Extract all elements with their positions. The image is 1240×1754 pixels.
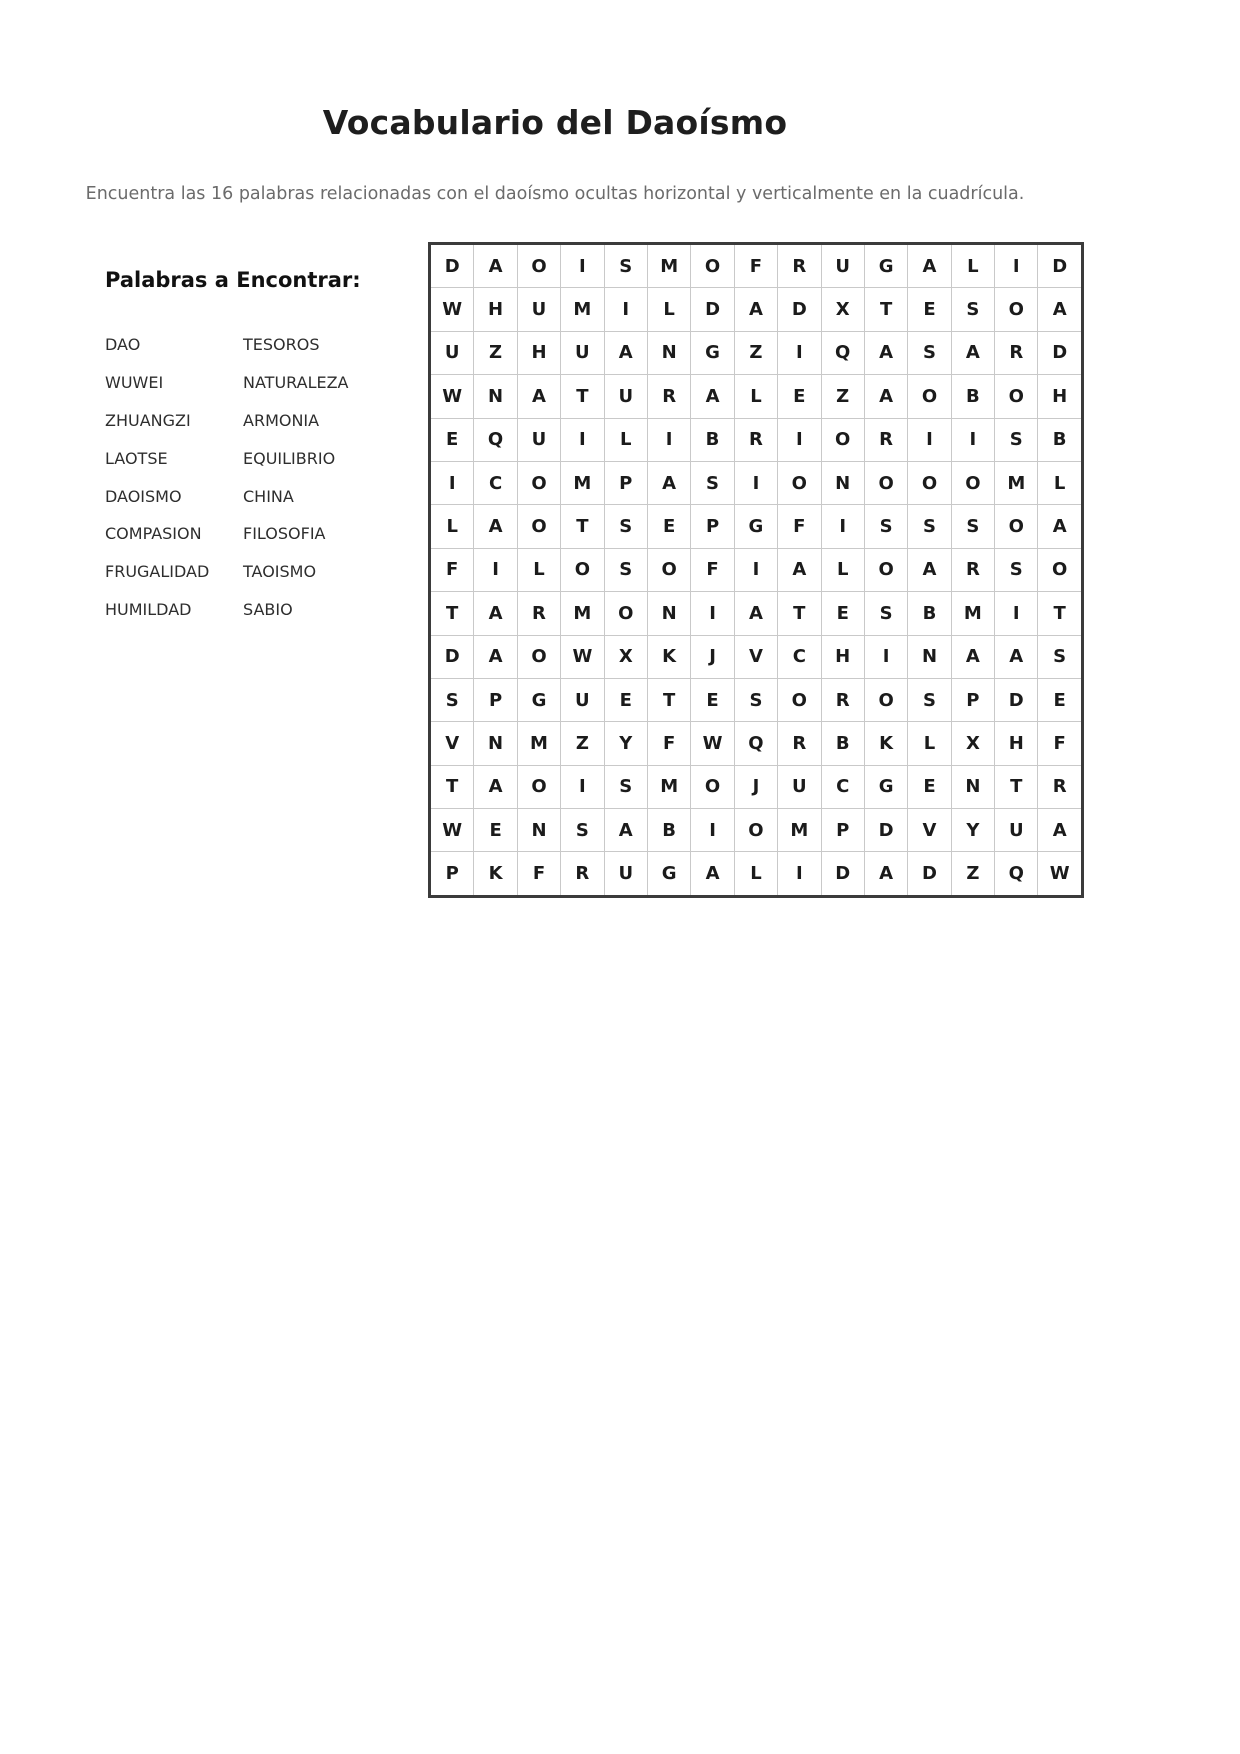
grid-cell: R [778, 722, 820, 764]
grid-cell: I [561, 419, 603, 461]
grid-cell: O [995, 288, 1037, 330]
grid-cell: Z [474, 332, 516, 374]
word-list-item: HUMILDAD [105, 599, 192, 619]
grid-cell: X [605, 636, 647, 678]
grid-cell: E [822, 592, 864, 634]
grid-cell: C [778, 636, 820, 678]
grid-cell: O [908, 462, 950, 504]
grid-cell: U [518, 288, 560, 330]
grid-cell: M [561, 592, 603, 634]
grid-cell: F [648, 722, 690, 764]
grid-cell: U [605, 375, 647, 417]
grid-cell: H [518, 332, 560, 374]
grid-cell: M [778, 809, 820, 851]
word-list-item: FILOSOFIA [243, 524, 326, 544]
word-list-item: EQUILIBRIO [243, 448, 336, 468]
grid-cell: M [952, 592, 994, 634]
grid-cell: W [1038, 852, 1080, 894]
grid-cell: O [735, 809, 777, 851]
grid-cell: L [822, 549, 864, 591]
grid-cell: S [952, 288, 994, 330]
grid-cell: B [648, 809, 690, 851]
grid-cell: U [995, 809, 1037, 851]
grid-cell: I [865, 636, 907, 678]
grid-cell: S [605, 549, 647, 591]
grid-cell: B [691, 419, 733, 461]
grid-cell: A [1038, 505, 1080, 547]
grid-cell: L [1038, 462, 1080, 504]
grid-cell: I [561, 766, 603, 808]
grid-cell: H [822, 636, 864, 678]
grid-cell: A [474, 636, 516, 678]
grid-cell: I [605, 288, 647, 330]
grid-cell: S [908, 679, 950, 721]
grid-cell: N [648, 332, 690, 374]
word-list-item: TAOISMO [243, 562, 317, 582]
grid-cell: S [952, 505, 994, 547]
grid-cell: P [474, 679, 516, 721]
grid-cell: F [691, 549, 733, 591]
grid-cell: I [995, 592, 1037, 634]
grid-cell: D [1038, 332, 1080, 374]
grid-cell: T [865, 288, 907, 330]
grid-cell: A [474, 505, 516, 547]
grid-cell: C [822, 766, 864, 808]
grid-cell: D [691, 288, 733, 330]
grid-cell: H [474, 288, 516, 330]
grid-cell: N [648, 592, 690, 634]
grid-cell: R [735, 419, 777, 461]
grid-cell: E [691, 679, 733, 721]
grid-cell: K [865, 722, 907, 764]
word-list-item: FRUGALIDAD [105, 562, 210, 582]
grid-cell: S [908, 505, 950, 547]
grid-cell: U [431, 332, 473, 374]
word-list [105, 326, 405, 628]
grid-cell: T [778, 592, 820, 634]
grid-cell: Y [952, 809, 994, 851]
grid-cell: P [605, 462, 647, 504]
word-list-item: LAOTSE [105, 448, 168, 468]
grid-cell: A [735, 592, 777, 634]
grid-cell: R [822, 679, 864, 721]
grid-cell: T [1038, 592, 1080, 634]
grid-cell: I [735, 549, 777, 591]
grid-cell: O [995, 375, 1037, 417]
grid-cell: Q [474, 419, 516, 461]
grid-cell: G [735, 505, 777, 547]
grid-cell: A [474, 592, 516, 634]
grid-cell: D [1038, 245, 1080, 287]
word-list-item: DAO [105, 335, 141, 355]
grid-cell: L [648, 288, 690, 330]
grid-cell: I [778, 332, 820, 374]
grid-cell: U [561, 332, 603, 374]
word-list-item: DAOISMO [105, 486, 182, 506]
grid-cell: S [865, 592, 907, 634]
word-list-heading: Palabras a Encontrar: [105, 268, 361, 292]
grid-cell: A [605, 809, 647, 851]
grid-cell: D [778, 288, 820, 330]
grid-cell: F [518, 852, 560, 894]
grid-cell: I [908, 419, 950, 461]
grid-cell: O [995, 505, 1037, 547]
grid-cell: R [648, 375, 690, 417]
grid-cell: W [431, 375, 473, 417]
grid-cell: Z [561, 722, 603, 764]
grid-cell: O [648, 549, 690, 591]
grid-cell: O [778, 679, 820, 721]
grid-cell: T [561, 375, 603, 417]
grid-cell: O [518, 766, 560, 808]
grid-cell: S [561, 809, 603, 851]
grid-cell: R [518, 592, 560, 634]
grid-cell: M [561, 288, 603, 330]
grid-cell: Z [822, 375, 864, 417]
grid-cell: N [474, 722, 516, 764]
grid-cell: A [648, 462, 690, 504]
grid-cell: I [561, 245, 603, 287]
grid-cell: T [995, 766, 1037, 808]
grid-cell: Q [995, 852, 1037, 894]
word-list-item: NATURALEZA [243, 373, 349, 393]
grid-cell: A [865, 852, 907, 894]
grid-cell: E [1038, 679, 1080, 721]
grid-cell: L [735, 852, 777, 894]
words-panel [105, 268, 405, 628]
grid-cell: A [908, 245, 950, 287]
grid-cell: F [778, 505, 820, 547]
grid-cell: I [778, 852, 820, 894]
word-list-item: ZHUANGZI [105, 410, 191, 430]
grid-cell: I [778, 419, 820, 461]
grid-cell: S [691, 462, 733, 504]
word-list-item: SABIO [243, 599, 293, 619]
grid-cell: S [865, 505, 907, 547]
grid-cell: A [735, 288, 777, 330]
grid-cell: E [648, 505, 690, 547]
grid-cell: L [518, 549, 560, 591]
grid-cell: L [605, 419, 647, 461]
grid-cell: R [865, 419, 907, 461]
grid-cell: S [431, 679, 473, 721]
grid-cell: Z [952, 852, 994, 894]
grid-cell: I [648, 419, 690, 461]
grid-cell: X [822, 288, 864, 330]
grid-cell: J [691, 636, 733, 678]
grid-cell: D [908, 852, 950, 894]
grid-cell: D [431, 245, 473, 287]
grid-cell: P [822, 809, 864, 851]
page-title: Vocabulario del Daoísmo [322, 103, 788, 142]
grid-cell: T [431, 766, 473, 808]
grid-cell: A [474, 245, 516, 287]
grid-cell: S [605, 505, 647, 547]
grid-cell: A [865, 332, 907, 374]
grid-cell: L [431, 505, 473, 547]
grid-cell: V [735, 636, 777, 678]
grid-cell: R [1038, 766, 1080, 808]
grid-cell: C [474, 462, 516, 504]
grid-cell: B [908, 592, 950, 634]
grid-cell: K [474, 852, 516, 894]
grid-cell: R [995, 332, 1037, 374]
grid-cell: J [735, 766, 777, 808]
grid-cell: A [865, 375, 907, 417]
grid-cell: F [431, 549, 473, 591]
page-subtitle: Encuentra las 16 palabras relacionadas con el daoísmo ocultas horizontal y verticalmente en la cuadrícula. [85, 184, 1025, 204]
grid-cell: D [865, 809, 907, 851]
grid-cell: F [735, 245, 777, 287]
grid-cell: B [1038, 419, 1080, 461]
grid-cell: Q [822, 332, 864, 374]
grid-cell: M [995, 462, 1037, 504]
grid-cell: S [908, 332, 950, 374]
grid-cell: P [952, 679, 994, 721]
grid-cell: W [431, 288, 473, 330]
grid-cell: Z [735, 332, 777, 374]
grid-cell: W [561, 636, 603, 678]
grid-cell: U [822, 245, 864, 287]
grid-cell: S [605, 245, 647, 287]
grid-cell: R [561, 852, 603, 894]
grid-cell: O [778, 462, 820, 504]
grid-cell: O [518, 462, 560, 504]
grid-cell: O [691, 245, 733, 287]
grid-cell: O [865, 462, 907, 504]
grid-cell: D [431, 636, 473, 678]
grid-cell: D [995, 679, 1037, 721]
word-list-item: WUWEI [105, 373, 164, 393]
grid-cell: U [605, 852, 647, 894]
word-list-item: CHINA [243, 486, 294, 506]
grid-cell: P [691, 505, 733, 547]
grid-cell: H [1038, 375, 1080, 417]
grid-cell: O [865, 549, 907, 591]
grid-cell: E [605, 679, 647, 721]
grid-cell: K [648, 636, 690, 678]
grid-cell: Q [735, 722, 777, 764]
grid-cell: O [561, 549, 603, 591]
grid-cell: A [778, 549, 820, 591]
grid-cell: B [822, 722, 864, 764]
grid-cell: A [1038, 809, 1080, 851]
grid-cell: W [691, 722, 733, 764]
grid-cell: A [691, 375, 733, 417]
grid-cell: I [691, 809, 733, 851]
grid-cell: A [691, 852, 733, 894]
grid-cell: O [908, 375, 950, 417]
grid-cell: A [518, 375, 560, 417]
grid-cell: V [431, 722, 473, 764]
grid-cell: I [691, 592, 733, 634]
grid-cell: O [605, 592, 647, 634]
grid-cell: L [908, 722, 950, 764]
grid-cell: I [822, 505, 864, 547]
grid-cell: U [518, 419, 560, 461]
grid-cell: O [822, 419, 864, 461]
word-list-item: ARMONIA [243, 410, 320, 430]
grid-cell: O [952, 462, 994, 504]
grid-cell: L [735, 375, 777, 417]
grid-cell: A [995, 636, 1037, 678]
grid-cell: E [778, 375, 820, 417]
grid-cell: X [952, 722, 994, 764]
grid-cell: N [908, 636, 950, 678]
grid-cell: S [995, 419, 1037, 461]
grid-cell: G [865, 245, 907, 287]
word-list-item: COMPASION [105, 524, 202, 544]
grid-cell: E [908, 766, 950, 808]
grid-cell: A [1038, 288, 1080, 330]
grid-cell: W [431, 809, 473, 851]
grid-cell: A [605, 332, 647, 374]
word-list-item: TESOROS [243, 335, 320, 355]
grid-cell: G [518, 679, 560, 721]
grid-cell: T [431, 592, 473, 634]
grid-cell: U [561, 679, 603, 721]
grid-cell: H [995, 722, 1037, 764]
grid-cell: B [952, 375, 994, 417]
grid-cell: D [822, 852, 864, 894]
grid-cell: I [952, 419, 994, 461]
grid-cell: G [648, 852, 690, 894]
grid-cell: N [518, 809, 560, 851]
grid-cell: N [952, 766, 994, 808]
grid-cell: O [518, 505, 560, 547]
grid-cell: O [518, 636, 560, 678]
grid-cell: E [474, 809, 516, 851]
grid-cell: A [952, 332, 994, 374]
grid-cell: E [431, 419, 473, 461]
puzzle-grid [428, 242, 1084, 898]
grid-cell: M [648, 766, 690, 808]
grid-cell: N [822, 462, 864, 504]
grid-cell: R [952, 549, 994, 591]
grid-cell: U [778, 766, 820, 808]
grid-cell: P [431, 852, 473, 894]
grid-cell: O [865, 679, 907, 721]
grid-cell: A [908, 549, 950, 591]
grid-cell: M [648, 245, 690, 287]
grid-cell: S [995, 549, 1037, 591]
grid-cell: S [735, 679, 777, 721]
grid-cell: A [952, 636, 994, 678]
grid-cell: S [1038, 636, 1080, 678]
grid-cell: I [735, 462, 777, 504]
grid-cell: O [1038, 549, 1080, 591]
grid-cell: I [995, 245, 1037, 287]
grid-cell: M [561, 462, 603, 504]
grid-cell: M [518, 722, 560, 764]
grid-cell: E [908, 288, 950, 330]
grid-cell: N [474, 375, 516, 417]
grid-cell: O [518, 245, 560, 287]
grid-cell: R [778, 245, 820, 287]
grid-cell: V [908, 809, 950, 851]
grid-cell: S [605, 766, 647, 808]
grid-cell: G [865, 766, 907, 808]
grid-cell: F [1038, 722, 1080, 764]
grid-cell: L [952, 245, 994, 287]
grid-cell: T [561, 505, 603, 547]
grid-cell: I [474, 549, 516, 591]
grid-cell: O [691, 766, 733, 808]
grid-cell: T [648, 679, 690, 721]
grid-cell: Y [605, 722, 647, 764]
grid-cell: I [431, 462, 473, 504]
grid-cell: A [474, 766, 516, 808]
grid-cell: G [691, 332, 733, 374]
